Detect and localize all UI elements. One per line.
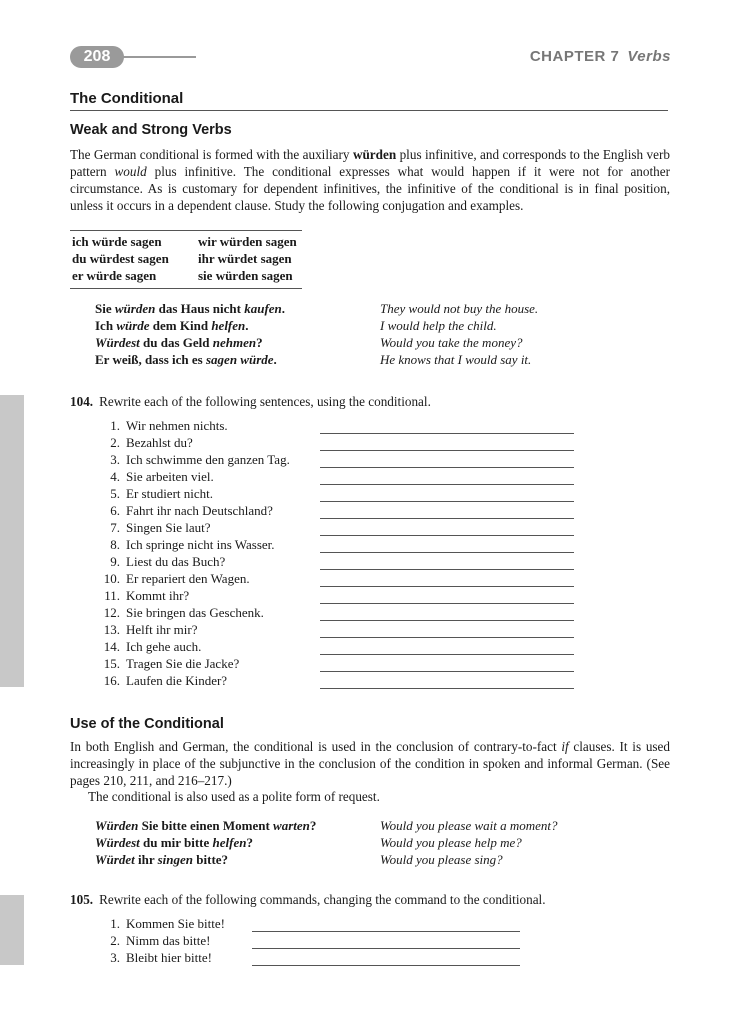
request-de-1: Würden Sie bitte einen Moment warten? [95,818,317,833]
item-sentence: Fahrt ihr nach Deutschland? [126,503,273,518]
example-de-3: Würdest du das Geld nehmen? [95,335,263,350]
answer-line[interactable] [252,948,520,949]
answer-line[interactable] [320,518,574,519]
section-title: The Conditional [70,90,184,107]
conjugation-top-rule [70,230,302,231]
item-sentence: Sie arbeiten viel. [126,469,214,484]
item-number: 11. [104,588,120,603]
answer-line[interactable] [320,501,574,502]
item-sentence: Kommt ihr? [126,588,190,603]
answer-line[interactable] [252,965,520,966]
example-de-1: Sie würden das Haus nicht kaufen. [95,301,286,316]
item-sentence: Wir nehmen nichts. [126,418,228,433]
answer-line[interactable] [320,654,574,655]
answer-line[interactable] [320,569,574,570]
item-number: 13. [103,622,120,637]
subsection-title: Weak and Strong Verbs [70,122,232,138]
example-en-4: He knows that I would say it. [380,352,532,367]
page-number: 208 [70,46,124,68]
section2-paragraph: In both English and German, the conditional is used in the conclusion of contrary-to-fact if clauses. It is used increasingly in place of the subjunctive in the conclusion of the condition in spoken and informal German. (See pages 210, 211, and 216–217.) [70,739,670,788]
exercise-105-instruction: 105. Rewrite each of the following commands, changing the command to the conditional. [70,892,546,907]
item-sentence: Ich schwimme den ganzen Tag. [126,452,290,467]
item-sentence: Tragen Sie die Jacke? [126,656,240,671]
item-number: 16. [103,673,120,688]
item-number: 15. [103,656,120,671]
item-number: 4. [110,469,120,484]
answer-line[interactable] [320,603,574,604]
item-sentence: Liest du das Buch? [126,554,226,569]
item-number: 10. [103,571,120,586]
item-sentence: Kommen Sie bitte! [126,916,225,931]
item-sentence: Laufen die Kinder? [126,673,228,688]
answer-line[interactable] [320,484,574,485]
answer-line[interactable] [320,586,574,587]
item-number: 12. [103,605,120,620]
item-number: 14. [103,639,120,654]
answer-line[interactable] [320,688,574,689]
item-number: 5. [110,486,120,501]
request-de-3: Würdet ihr singen bitte? [95,852,229,867]
example-de-4: Er weiß, dass ich es sagen würde. [95,352,277,367]
item-sentence: Singen Sie laut? [126,520,211,535]
item-number: 3. [110,950,120,965]
item-sentence: Ich springe nicht ins Wasser. [126,537,275,552]
chapter-heading [530,48,671,65]
item-number: 3. [110,452,120,467]
item-sentence: Er studiert nicht. [126,486,214,501]
answer-line[interactable] [252,931,520,932]
side-tab-lower [0,895,24,965]
example-en-2: I would help the child. [380,318,497,333]
example-en-1: They would not buy the house. [380,301,539,316]
request-en-2: Would you please help me? [380,835,522,850]
answer-line[interactable] [320,535,574,536]
item-number: 2. [110,435,120,450]
item-number: 1. [110,916,120,931]
item-sentence: Nimm das bitte! [126,933,211,948]
request-de-2: Würdest du mir bitte helfen? [95,835,253,850]
chapter-label: CHAPTER 7 [529,48,620,65]
exercise-104-instruction: 104. Rewrite each of the following sentences, using the conditional. [70,394,431,409]
item-sentence: Bezahlst du? [126,435,193,450]
item-number: 2. [110,933,120,948]
item-sentence: Helft ihr mir? [126,622,198,637]
example-de-2: Ich würde dem Kind helfen. [95,318,249,333]
item-sentence: Ich gehe auch. [126,639,202,654]
answer-line[interactable] [320,433,574,434]
section-rule [70,110,668,111]
answer-line[interactable] [320,620,574,621]
request-en-1: Would you please wait a moment? [380,818,558,833]
chapter-title: Verbs [627,48,671,65]
item-sentence: Er repariert den Wagen. [126,571,250,586]
intro-paragraph: The German conditional is formed with the auxiliary würden plus infinitive, and corresponds to the English verb pattern would plus infinitive. The conditional expresses what would happen if it were not for another circumstance. As is customary for dependent infinitives, the infinitive of the conditional is in final position, unless it occurs in a dependent clause. Study the following conjugation and examples. [70,147,670,213]
request-en-3: Would you please sing? [380,852,503,867]
header-rule [120,56,196,58]
item-number: 7. [110,520,120,535]
answer-line[interactable] [320,450,574,451]
item-number: 1. [110,418,120,433]
item-number: 9. [110,554,120,569]
item-sentence: Sie bringen das Geschenk. [126,605,264,620]
section2-title: Use of the Conditional [70,716,224,732]
answer-line[interactable] [320,671,574,672]
answer-line[interactable] [320,552,574,553]
item-number: 6. [110,503,120,518]
item-number: 8. [110,537,120,552]
section2-paragraph2: The conditional is also used as a polite form of request. [88,789,380,804]
conjugation-bottom-rule [70,288,302,289]
answer-line[interactable] [320,637,574,638]
example-en-3: Would you take the money? [380,335,523,350]
side-tab-upper [0,395,24,687]
item-sentence: Bleibt hier bitte! [126,950,212,965]
answer-line[interactable] [320,467,574,468]
